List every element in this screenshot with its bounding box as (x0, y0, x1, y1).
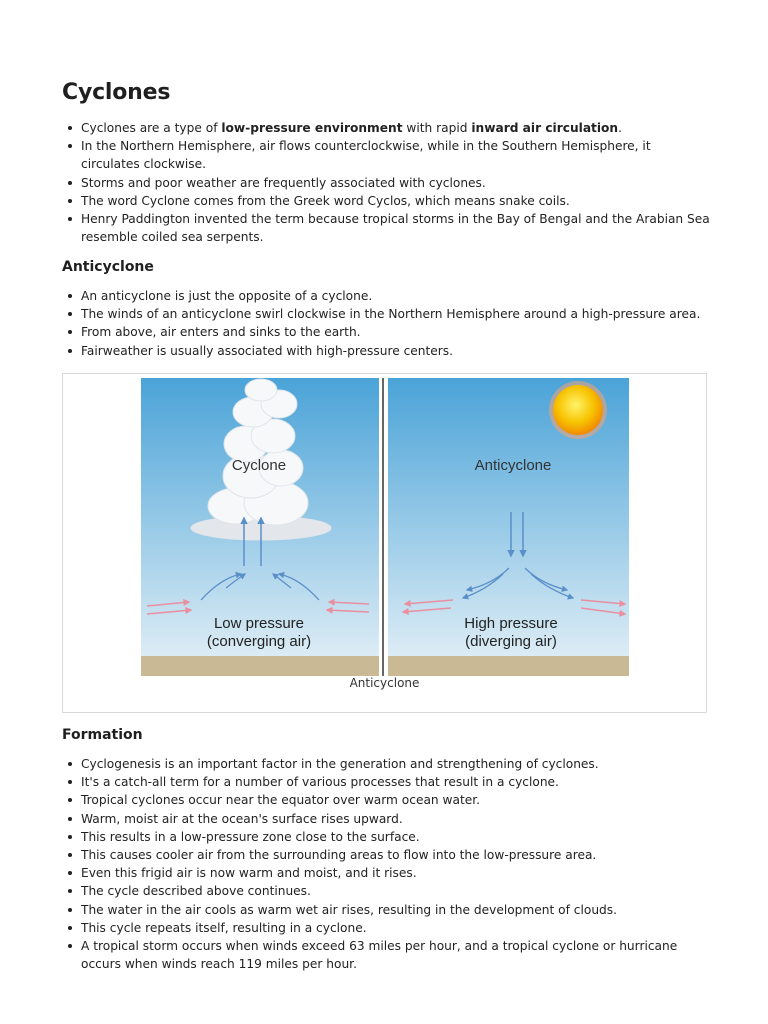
list-item: Fairweather is usually associated with high-pressure centers. (62, 342, 712, 360)
cyclone-intro-list (62, 119, 712, 246)
list-item: This causes cooler air from the surrounding areas to flow into the low-pressure area. (62, 846, 712, 864)
list-item: A tropical storm occurs when winds exceed 63 miles per hour, and a tropical cyclone or hurricane occurs when winds reach 119 miles per hour. (62, 937, 712, 973)
list-item: Even this frigid air is now warm and moist, and it rises. (62, 864, 712, 882)
anticyclone-title: Anticyclone (474, 457, 552, 474)
ground (388, 656, 629, 676)
list-item: From above, air enters and sinks to the earth. (62, 323, 712, 341)
list-item: Storms and poor weather are frequently associated with cyclones. (62, 174, 712, 192)
list-item: This results in a low-pressure zone close to the surface. (62, 828, 712, 846)
list-item: An anticyclone is just the opposite of a cyclone. (62, 287, 712, 305)
cyclone-anticyclone-figure (62, 373, 707, 713)
list-item: Henry Paddington invented the term because tropical storms in the Bay of Bengal and the Arabian Sea resemble coiled sea serpents. (62, 210, 712, 246)
ground (141, 656, 379, 676)
list-item: The cycle described above continues. (62, 882, 712, 900)
list-item: The water in the air cools as warm wet air rises, resulting in the development of clouds. (62, 901, 712, 919)
list-item: Cyclones are a type of low-pressure environment with rapid inward air circulation. (62, 119, 712, 137)
list-item: This cycle repeats itself, resulting in a cyclone. (62, 919, 712, 937)
formation-list (62, 755, 712, 973)
figure-caption: Anticyclone (349, 676, 420, 690)
list-item: It's a catch-all term for a number of various processes that result in a cyclone. (62, 773, 712, 791)
list-item: In the Northern Hemisphere, air flows counterclockwise, while in the Southern Hemisphere, it circulates clockwise. (62, 137, 712, 173)
anticyclone-label-1: High pressure (464, 615, 558, 632)
anticyclone-list (62, 287, 712, 360)
sun-icon (549, 381, 607, 439)
formation-heading: Formation (62, 727, 143, 743)
list-item: The winds of an anticyclone swirl clockwise in the Northern Hemisphere around a high-pressure area. (62, 305, 712, 323)
list-item: Warm, moist air at the ocean's surface rises upward. (62, 810, 712, 828)
list-item: Cyclogenesis is an important factor in the generation and strengthening of cyclones. (62, 755, 712, 773)
page-title: Cyclones (62, 80, 171, 105)
anticyclone-label-2: (diverging air) (465, 633, 557, 650)
cyclone-diagram (141, 378, 629, 678)
cyclone-label-2: (converging air) (206, 633, 312, 650)
cyclone-label-1: Low pressure (213, 615, 305, 632)
anticyclone-heading: Anticyclone (62, 259, 154, 275)
list-item: Tropical cyclones occur near the equator over warm ocean water. (62, 791, 712, 809)
cyclone-title: Cyclone (231, 457, 287, 474)
list-item: The word Cyclone comes from the Greek word Cyclos, which means snake coils. (62, 192, 712, 210)
